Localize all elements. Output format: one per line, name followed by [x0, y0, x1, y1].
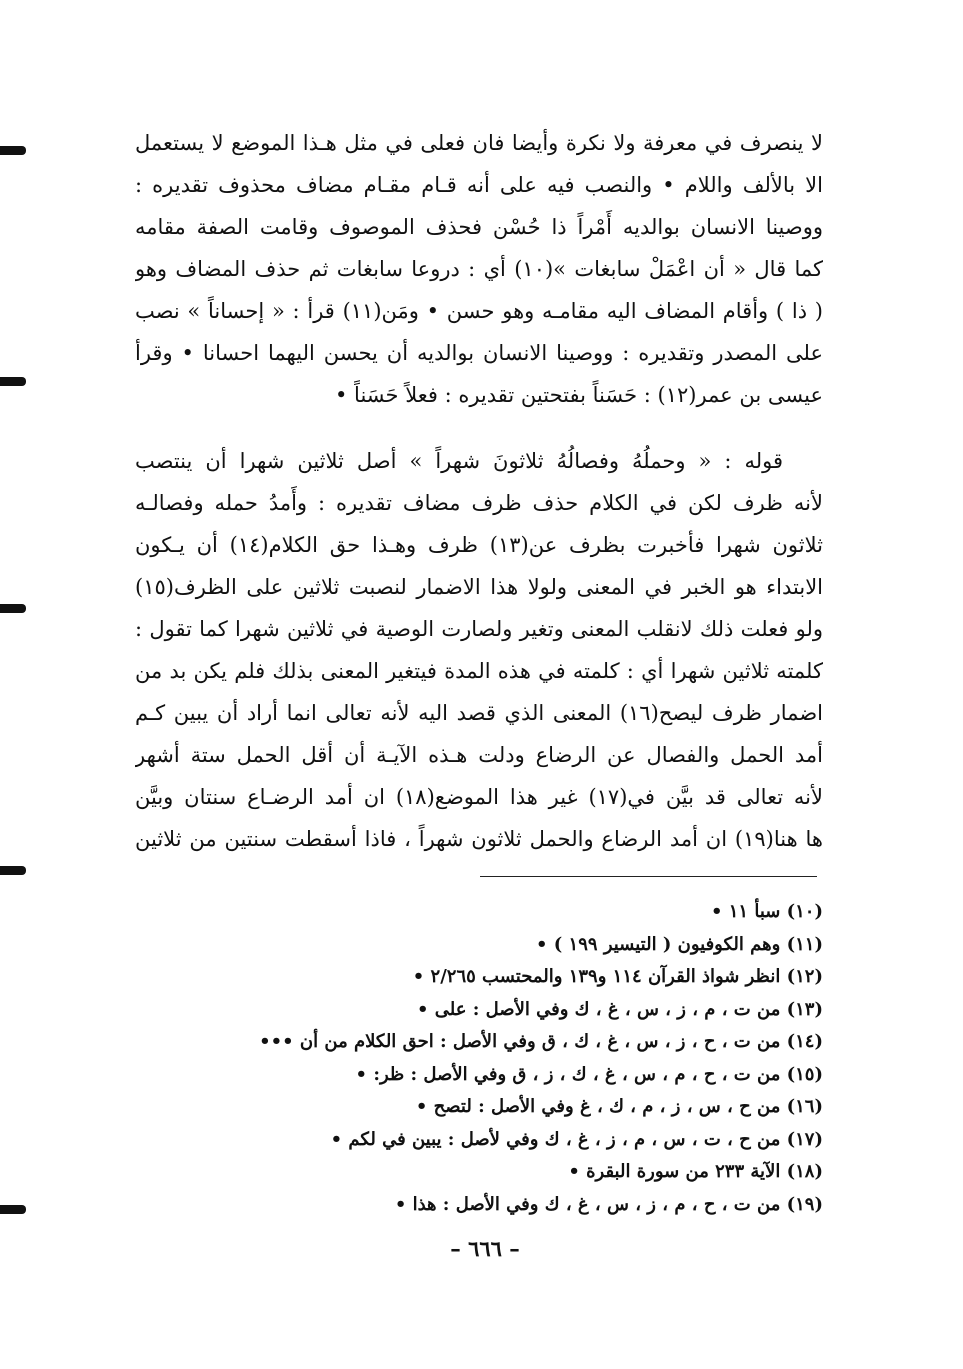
footnote: (١٠) سبأ ١١ •	[710, 901, 823, 922]
binding-mark	[0, 1205, 26, 1214]
binding-mark	[0, 146, 26, 155]
text-line: لأنه تعالى قد بيَّن في(١٧) غير هذا الموضع(١٨) ان أمد الرضـاع سنتان وبيَّن	[135, 785, 823, 809]
footnote: (١٦) من ح ، س ، ز ، م ، ك ، غ وفي الأصل : لتصح •	[415, 1096, 823, 1117]
footnote-separator	[480, 876, 817, 877]
footnote: (١٥) من ت ، ح ، م ، س ، غ ، ك ، ز ، ق وفي الأصل : ظر: •	[355, 1063, 823, 1085]
footnote: (١٤) من ت ، ح ، ز ، س ، غ ، ك ، ق وفي الأصل : احق الكلام من أن •••	[259, 1031, 823, 1052]
text-line: ثلاثون شهرا فأخبرت بظرف عن(١٣) ظرف وهـذا حق الكلام(١٤) أن يـكون	[135, 533, 823, 557]
text-line: أمد الحمل والفصال عن الرضاع ودلت هـذه الآيـة أن أقل الحمل ستة أشهر	[135, 743, 823, 767]
text-line: لا ينصرف في معرفة ولا نكرة وأيضا فان فعلى في مثل هـذا الموضع لا يستعمل	[135, 131, 823, 155]
text-line: كما قال « أن اعْمَلْ سابغات »(١٠) أي : دروعا سابغات ثم حذف المضاف وهو	[135, 257, 823, 281]
text-line: لأنه ظرف لكن في الكلام حذف ظرف مضاف تقديره : وأَمدُ حمله وفصالـه	[135, 491, 823, 515]
footnote: (١٧) من ح ، ت ، س ، م ، ز ، غ ، ك وفي لأصل : يبين في لكم •	[330, 1128, 823, 1150]
page-number: – ٦٦٦ –	[450, 1236, 520, 1261]
binding-mark	[0, 866, 26, 875]
text-line: على المصدر وتقديره : ووصينا الانسان بوالديه أن يحسن اليهما احسانا • وقرأ	[135, 341, 823, 365]
text-line: اضمار ظرف ليصح(١٦) المعنى الذي قصد اليه لأنه تعالى انما أراد أن يبين كـم	[135, 701, 823, 725]
text-line: كلمته ثلاثين شهرا أي : كلمته في هذه المدة فيتغير المعنى بذلك فلم يكن بد من	[135, 659, 823, 683]
binding-mark	[0, 377, 26, 386]
footnote: (١١) وهم الكوفيون ( التيسير ١٩٩ ) •	[535, 933, 823, 955]
footnote: (١٨) الآية ٢٣٣ من سورة البقرة •	[568, 1161, 823, 1182]
footnote: (١٣) من ت ، م ، ز ، س ، غ ، ك وفي الأصل : على •	[417, 998, 823, 1020]
text-line: قوله : « وحملُهُ وفصالُهُ ثلاثونَ شهراً » أصل ثلاثين شهرا أن ينتصب	[135, 449, 783, 473]
paragraph-2	[135, 440, 823, 860]
footnote: (١٢) انظر شواذ القرآن ١١٤ و١٣٩ والمحتسب ٢/٢٦٥ •	[412, 966, 823, 987]
text-line: ها هنا(١٩) ان أمد الرضاع والحمل ثلاثون شهراً ، فاذا أسقطت سنتين من ثلاثين	[135, 827, 823, 851]
paragraph-1	[135, 122, 823, 416]
text-line: ( ذا ) وأقام المضاف اليه مقامـه وهو حسن • ومَن(١١) قرأ : « إحساناً » نصب	[135, 299, 823, 323]
text-line: ولو فعلت ذلك لانقلب المعنى وتغير ولصارت الوصية في ثلاثين شهرا كما تقول :	[135, 617, 823, 641]
text-line: عيسى بن عمر(١٢) : حَسَناً بفتحتين تقديره : فعلاً حَسَناً •	[335, 383, 823, 407]
text-line: الابتداء هو الخبر في المعنى ولولا هذا الاضمار لنصبت ثلاثين على الظرف(١٥)	[135, 575, 823, 599]
text-line: ووصينا الانسان بوالديه أَمْراً ذا حُسْن فحذف الموصوف وقامت الصفة مقامه	[135, 215, 823, 239]
footnotes	[135, 896, 823, 1221]
text-line: الا بالألف واللام • والنصب فيه على أنه قـام مقـام مضاف محذوف تقديره :	[135, 173, 823, 197]
footnote: (١٩) من ت ، ح ، م ، ز ، س ، غ ، ك وفي الأصل : هذا •	[394, 1193, 823, 1215]
binding-mark	[0, 604, 26, 613]
